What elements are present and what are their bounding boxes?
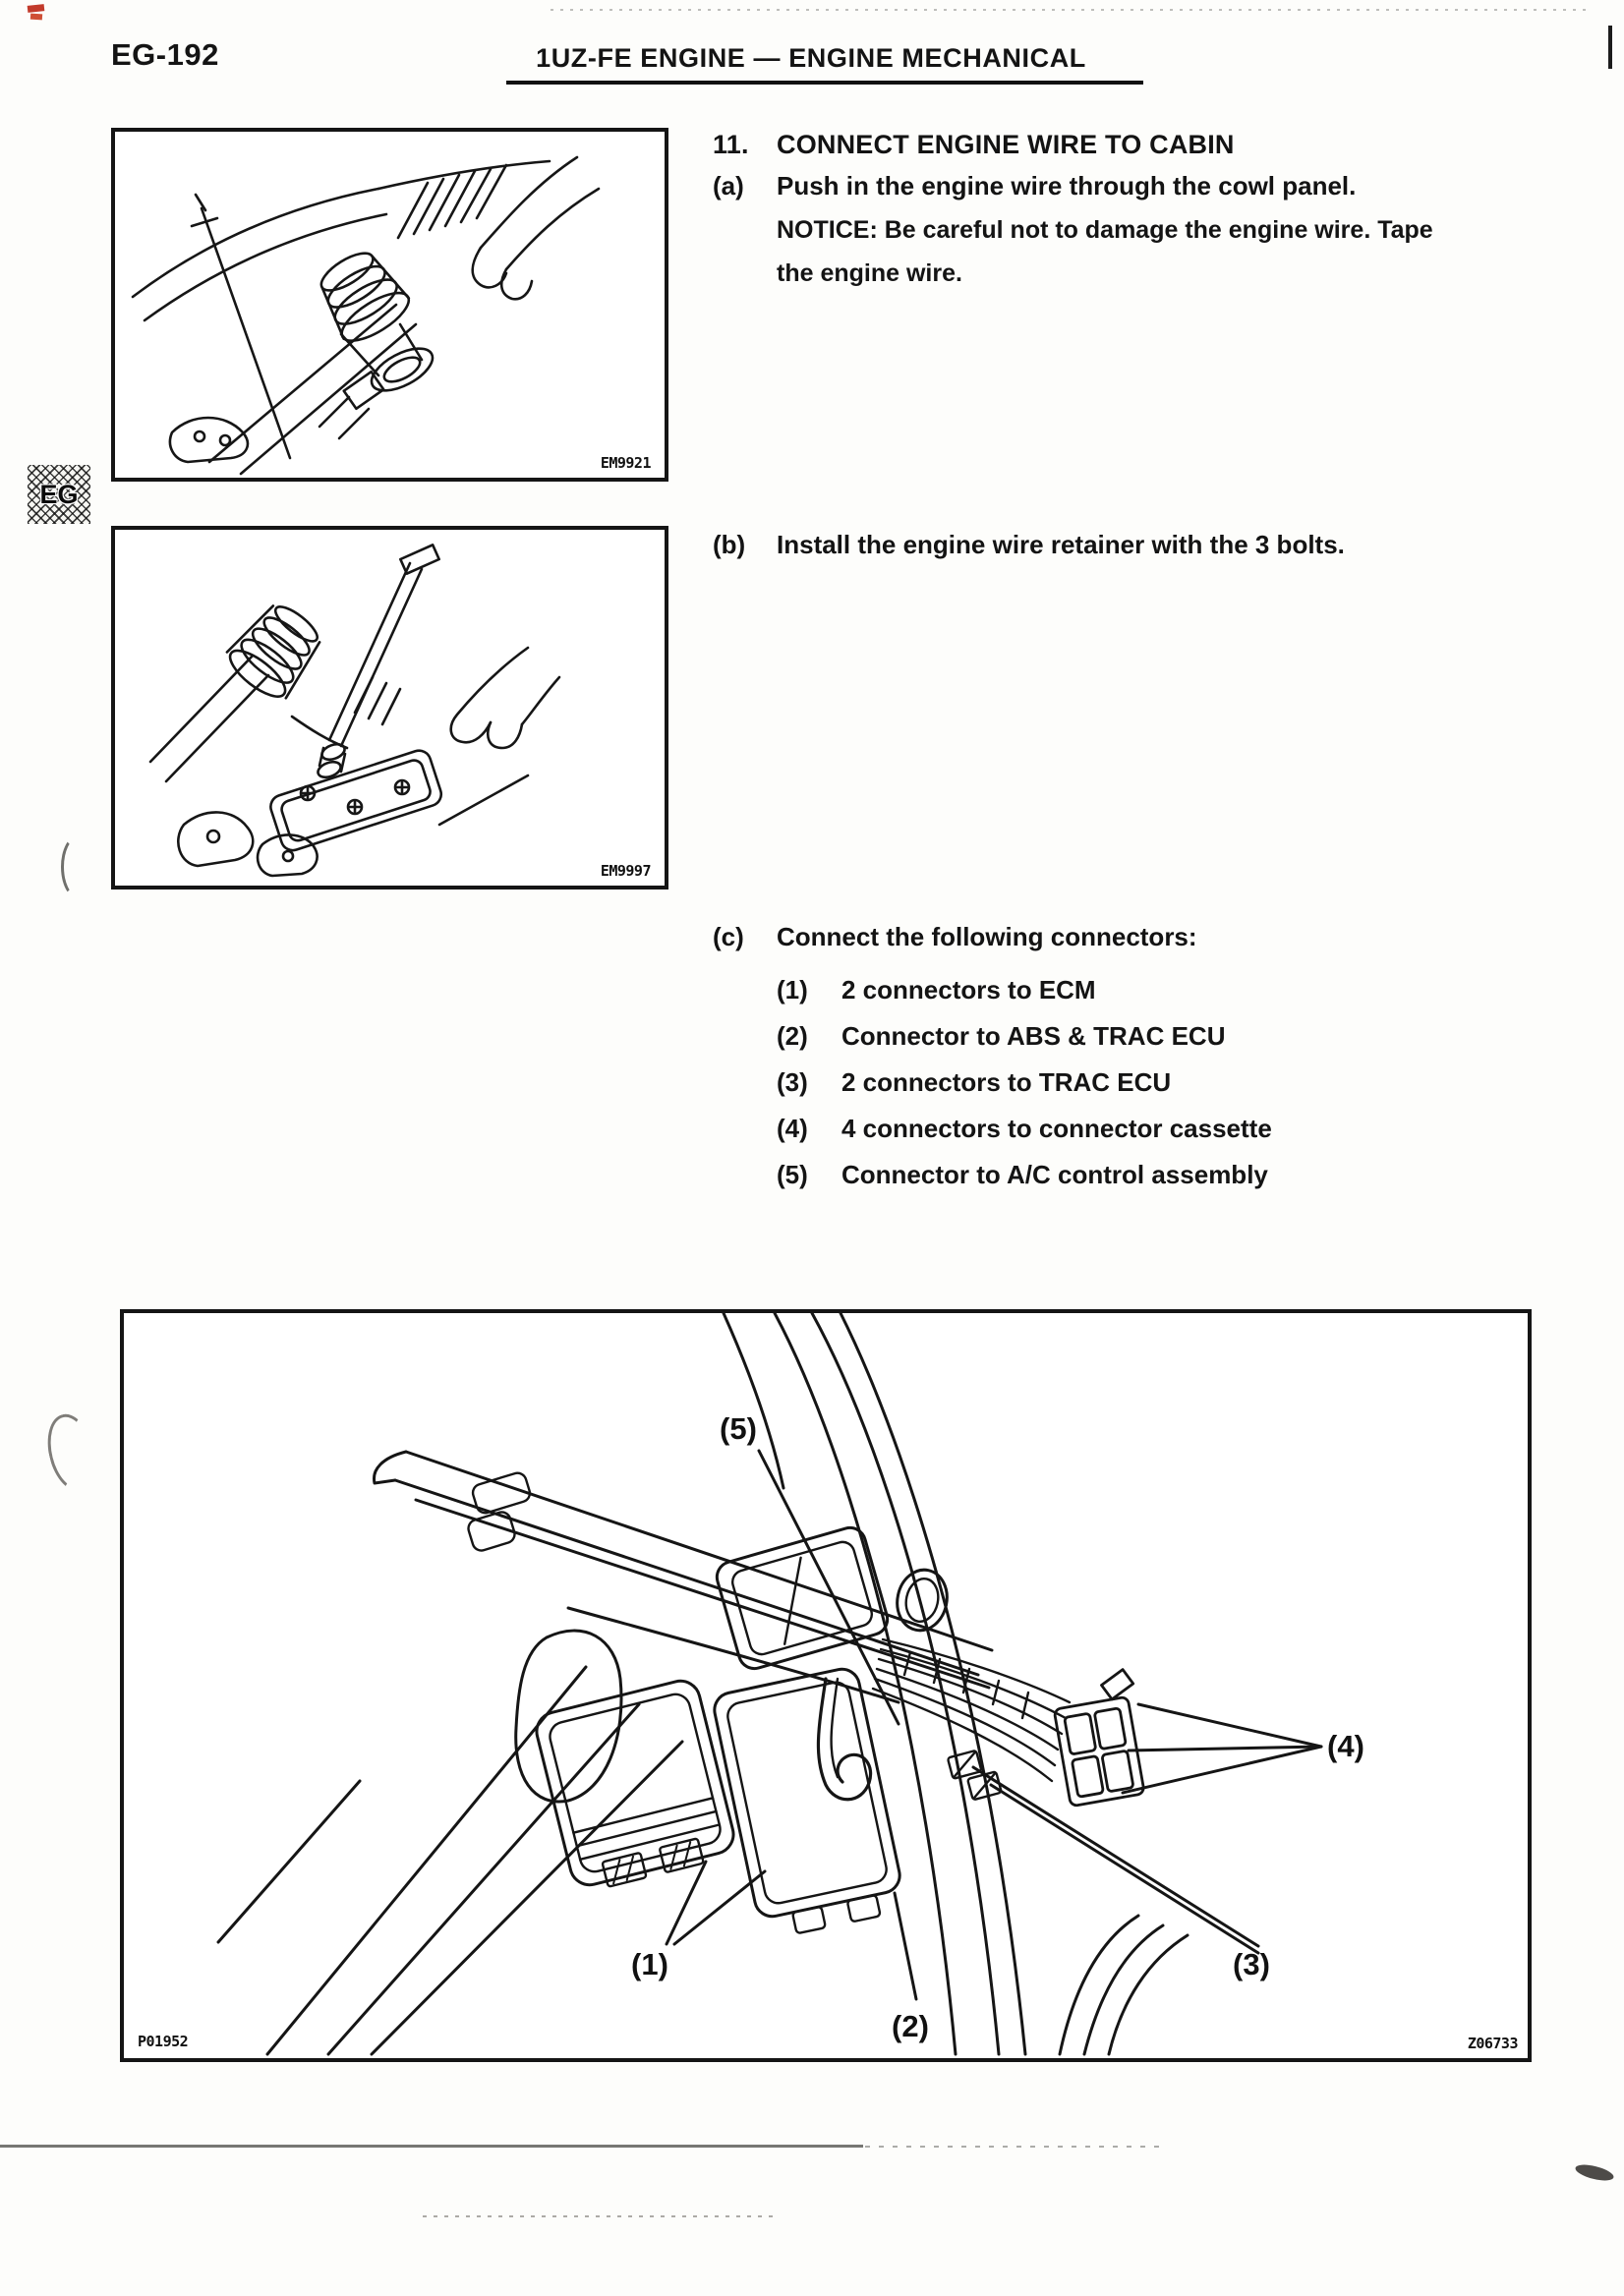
notice-text [777, 208, 1433, 295]
figure-code: EM9921 [600, 454, 651, 472]
item-label: (4) [777, 1114, 808, 1143]
item-label: (3) [777, 1067, 808, 1097]
list-item [777, 967, 1272, 1013]
list-item [777, 1060, 1272, 1106]
callout-1: (1) [631, 1947, 668, 1981]
figure-code: Z06733 [1467, 2035, 1518, 2052]
step-text: Push in the engine wire through the cowl panel. [777, 171, 1357, 201]
header-underline [506, 81, 1143, 85]
scan-rule-dots [865, 2146, 1160, 2148]
page-title: 1UZ-FE ENGINE — ENGINE MECHANICAL [536, 43, 1086, 73]
scan-rule-line [0, 2145, 863, 2148]
step-b [713, 530, 1345, 560]
callout-2: (2) [892, 2009, 929, 2043]
scan-bracket-artifact [61, 835, 94, 898]
item-text: Connector to A/C control assembly [841, 1160, 1268, 1189]
section-tab-label: EG [39, 479, 79, 509]
scan-smudge [1574, 2161, 1615, 2183]
step-11-heading [713, 130, 1235, 160]
red-ink-mark [30, 14, 42, 21]
item-text: 2 connectors to TRAC ECU [841, 1067, 1172, 1097]
scan-bracket-artifact [40, 1409, 103, 1497]
step-label: (c) [713, 922, 744, 951]
figure-wire-retainer [111, 526, 668, 890]
step-label: (a) [713, 171, 744, 201]
red-ink-mark [28, 4, 45, 13]
cowl-panel-illustration [115, 132, 665, 478]
cabin-connectors-illustration [124, 1313, 1528, 2058]
item-label: (5) [777, 1160, 808, 1189]
figure-cowl-panel [111, 128, 668, 482]
page-number: EG-192 [111, 37, 219, 72]
callout-5: (5) [720, 1411, 757, 1446]
item-text: Connector to ABS & TRAC ECU [841, 1021, 1226, 1051]
figure-code: EM9997 [600, 862, 651, 880]
step-number: 11. [713, 130, 749, 159]
callout-3: (3) [1233, 1947, 1270, 1981]
figure-code: P01952 [138, 2033, 189, 2050]
item-label: (2) [777, 1021, 808, 1051]
step-c [713, 922, 1197, 952]
scan-noise-bottom [423, 2215, 777, 2217]
list-item [777, 1013, 1272, 1060]
section-tab [28, 465, 90, 524]
step-text: Connect the following connectors: [777, 922, 1197, 951]
callout-4: (4) [1327, 1729, 1364, 1763]
notice-line: NOTICE: Be careful not to damage the engine wire. Tape [777, 216, 1433, 244]
item-label: (1) [777, 975, 808, 1004]
item-text: 2 connectors to ECM [841, 975, 1096, 1004]
step-label: (b) [713, 530, 746, 559]
scan-corner-mark [1608, 26, 1612, 69]
step-title: CONNECT ENGINE WIRE TO CABIN [777, 130, 1235, 159]
list-item [777, 1106, 1272, 1152]
list-item [777, 1152, 1272, 1198]
notice-line: the engine wire. [777, 259, 962, 287]
wire-retainer-illustration [115, 530, 665, 886]
item-text: 4 connectors to connector cassette [841, 1114, 1272, 1143]
step-a [713, 171, 1356, 201]
scan-noise-top [551, 9, 1593, 11]
step-text: Install the engine wire retainer with the 3 bolts. [777, 530, 1345, 559]
connector-list [777, 967, 1272, 1198]
figure-cabin-connectors [120, 1309, 1532, 2062]
